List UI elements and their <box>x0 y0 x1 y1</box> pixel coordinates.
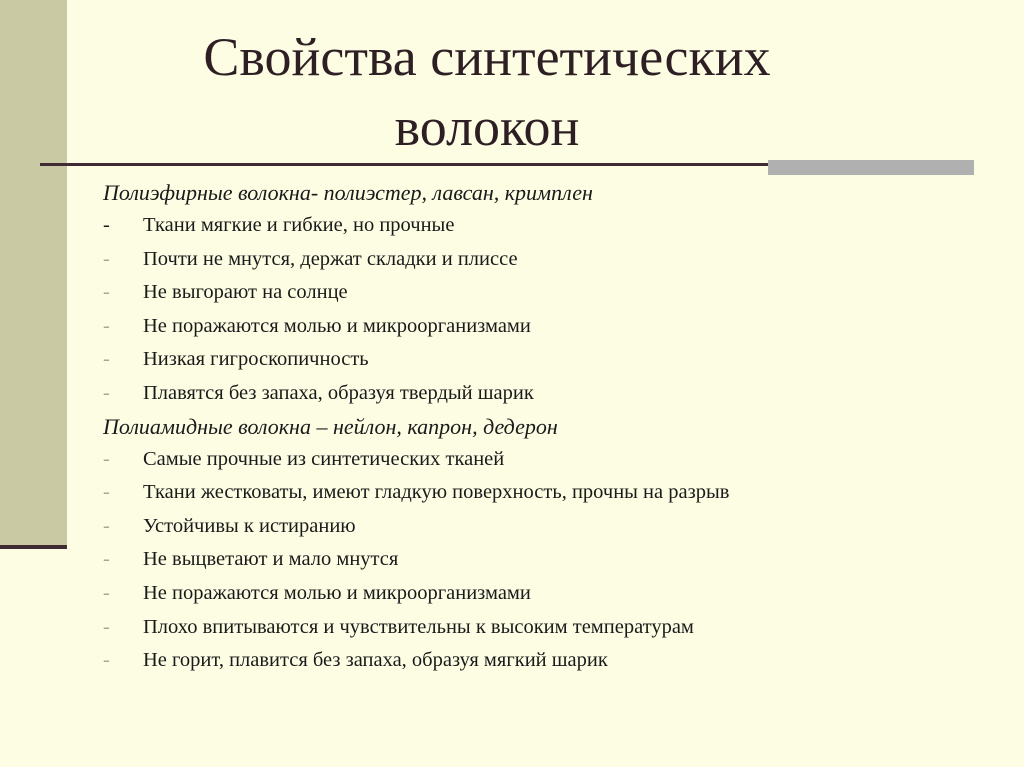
list-item-text: Плохо впитываются и чувствительны к высоким температурам <box>143 615 694 638</box>
bullet-dash: - <box>103 615 110 638</box>
bullet-dash: - <box>103 247 110 270</box>
list-item <box>103 343 1003 377</box>
slide-title <box>67 22 907 162</box>
list-item <box>103 310 1003 344</box>
list-item <box>103 577 1003 611</box>
list-item-text: Не горит, плавится без запаха, образуя мягкий шарик <box>143 649 608 672</box>
bullet-dash: - <box>103 548 110 571</box>
section-heading-polyamide: Полиамидные волокна – нейлон, капрон, дедерон <box>103 413 558 439</box>
section-heading-polyester: Полиэфирные волокна- полиэстер, лавсан, кримплен <box>103 180 593 205</box>
list-item-text: Самые прочные из синтетических тканей <box>143 447 505 470</box>
slide-title-line-1: Свойства синтетических <box>203 27 771 87</box>
list-item-text: Не выцветают и мало мнутся <box>143 548 399 571</box>
list-item-text: Не поражаются молью и микроорганизмами <box>143 581 531 604</box>
left-accent-bar <box>0 0 67 548</box>
list-item-text: Плавятся без запаха, образуя твердый шарик <box>143 381 534 404</box>
bullet-dash: - <box>103 381 110 404</box>
bullet-dash: - <box>103 348 110 371</box>
bullet-dash: - <box>103 481 110 504</box>
list-item-text: Ткани жестковаты, имеют гладкую поверхность, прочны на разрыв <box>143 481 730 504</box>
list-item <box>103 611 1003 645</box>
bullet-dash: - <box>103 649 110 672</box>
polyester-properties-list <box>103 209 1003 411</box>
polyamide-properties-list <box>103 443 1003 678</box>
title-divider-gray-block <box>768 160 974 175</box>
list-item <box>103 644 1003 678</box>
left-accent-bar-underline <box>0 545 67 549</box>
slide-body <box>103 177 1003 678</box>
list-item <box>103 276 1003 310</box>
list-item-text: Не выгорают на солнце <box>143 281 348 304</box>
bullet-dash: - <box>103 581 110 604</box>
list-item <box>103 209 1003 243</box>
list-item-text: Ткани мягкие и гибкие, но прочные <box>143 214 455 236</box>
list-item <box>103 510 1003 544</box>
list-item <box>103 377 1003 411</box>
list-item <box>103 443 1003 477</box>
list-item-text: Почти не мнутся, держат складки и плиссе <box>143 247 518 270</box>
title-divider-line <box>40 163 775 166</box>
list-item <box>103 543 1003 577</box>
list-item-text: Устойчивы к истиранию <box>143 514 356 537</box>
list-item <box>103 476 1003 510</box>
bullet-dash: - <box>103 281 110 304</box>
bullet-dash: - <box>103 214 110 236</box>
slide-title-line-2: волокон <box>394 97 580 157</box>
list-item-text: Не поражаются молью и микроорганизмами <box>143 314 531 337</box>
bullet-dash: - <box>103 314 110 337</box>
list-item <box>103 243 1003 277</box>
bullet-dash: - <box>103 514 110 537</box>
list-item-text: Низкая гигроскопичность <box>143 348 369 371</box>
bullet-dash: - <box>103 447 110 470</box>
